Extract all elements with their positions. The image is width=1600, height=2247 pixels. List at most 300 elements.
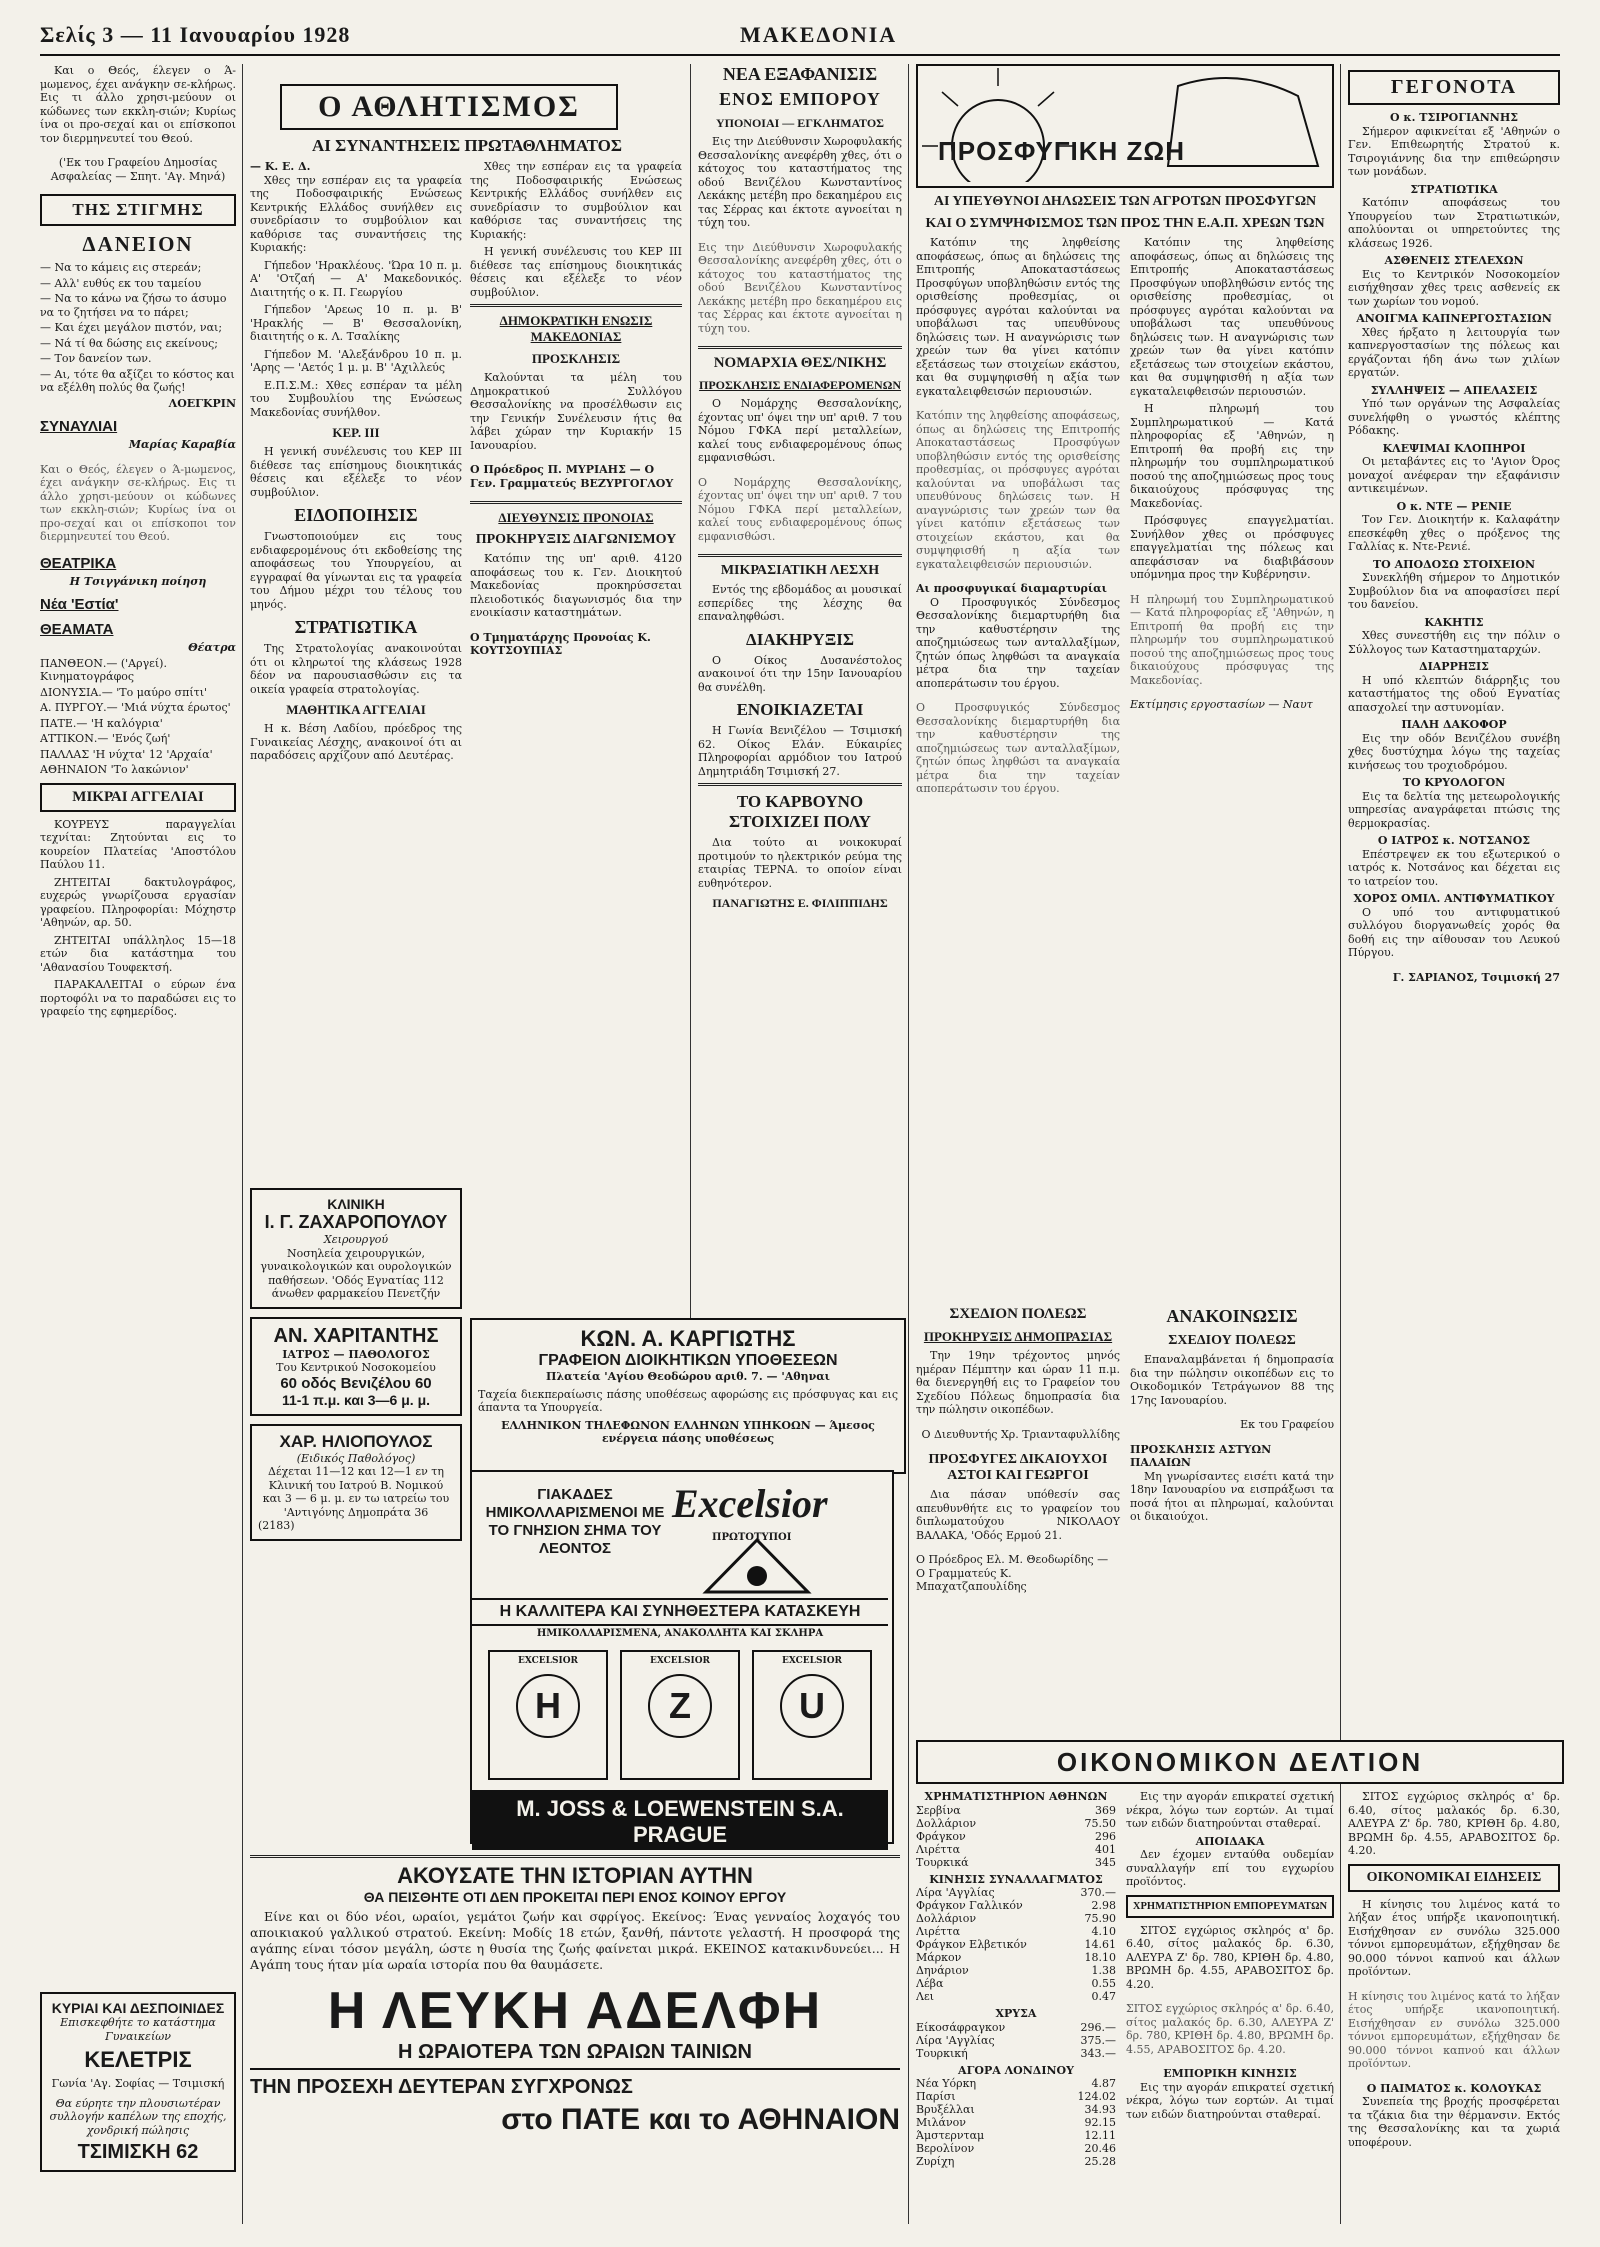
divider <box>470 501 682 504</box>
section-byline: Μαρίας Καραβία <box>128 438 236 451</box>
prosf-columns <box>916 236 1334 807</box>
london-val: 20.46 <box>1084 2142 1116 2155</box>
doctor-ad <box>250 1317 462 1416</box>
divider <box>698 346 902 349</box>
column-4-lower <box>916 1300 1334 1740</box>
democ-sign: Ο Πρόεδρος Π. ΜΥΡΙΑΗΣ — Ο Γεν. Γραμματεύς ΒΕΖΥΡΓΟΓΛΟΥ <box>470 463 674 490</box>
item-title: ΚΛΕΨΙΜΑΙ ΚΛΟΠΗΡΟΙ <box>1382 441 1526 455</box>
bourse-val: 345 <box>1095 1855 1116 1869</box>
gold-key: Λίρα 'Αγγλίας <box>916 2033 995 2047</box>
item-body: Τον Γεν. Διοικητήν κ. Καλαφάτην επεσκέφθη χθες ο πρόξενος της Γαλλίας κ. Ντε-Ρενιέ. <box>1348 513 1560 553</box>
match-item: Γήπεδον 'Ηρακλέους. 'Ώρα 10 π. μ. Α' 'Οτζαή — Α' Μακεδονικός. Διαιτητής ο κ. Π. Γεωργίου <box>250 258 462 299</box>
item-title: ΣΤΡΑΤΙΩΤΙΚΑ <box>1410 182 1498 196</box>
apoidaka-body: Δεν έχομεν ενταύθα ουδεμίαν συναλλαγήν επί του εγχωρίου προϊόντος. <box>1126 1848 1334 1888</box>
item-body: Εις τα δελτία της μετεωρολογικής υπηρεσίας αναγράφεται πτώσις της θερμοκρασίας. <box>1348 789 1560 830</box>
london-val: 25.28 <box>1084 2155 1116 2168</box>
diakir-body: Ο Οίκος Δυσανέστολος ανακοινοί ότι την 15ην Ιανουαρίου θα συνέλθη. <box>698 653 902 694</box>
body-text: Η γενική συνέλευσις του ΚΕΡ ΙΙΙ διέθεσε τας επίσημους διοικητικάς θέσεις και εξέλεξε το νέον συμβούλιον. <box>470 245 682 299</box>
athletics-columns <box>250 160 684 767</box>
masthead <box>40 18 1560 56</box>
tender-sign: Ο Τμηματάρχης Προνοίας Κ. ΚΟΥΤΣΟΥΠΙΑΣ <box>470 630 651 657</box>
section-title-theamata: ΘΕΑΜΑΤΑ <box>40 621 114 638</box>
item-body: Υπό των οργάνων της Ασφαλείας συνελήφθη ο γνωστός κλέπτης Ρόδακης. <box>1348 397 1560 437</box>
coal-body: Δια τούτο αι νοικοκυραί προτιμούν το ηλεκτρικόν ρεύμα της εταιρίας ΤΕΡΝΑ. το οποίον είναι ευθηνότερον. <box>698 836 902 890</box>
bourse-row <box>916 1817 1116 1830</box>
tender-body: Κατόπιν της υπ' αριθ. 4120 αποφάσεως του κ. Γεν. Διοικητού Μακεδονίας προκηρύσσεται πλειοδοτικός διαγωνισμός δια την ενοικίασιν καταστημάτων. <box>470 552 682 619</box>
london-val: 124.02 <box>1077 2090 1116 2103</box>
column-5-lower <box>1348 1790 1560 2230</box>
bourse-title: ΧΡΗΜΑΤΙΣΤΗΡΙΟΝ ΑΘΗΝΩΝ <box>924 1790 1108 1803</box>
prosf-ad-title: ΠΡΟΣΦΥΓΕΣ ΔΙΚΑΙΟΥΧΟΙ ΑΣΤΟΙ ΚΑΙ ΓΕΩΡΓΟΙ <box>928 1452 1108 1483</box>
classified-item: ΖΗΤΕΙΤΑΙ υπάλληλος 15—18 ετών δια κατάστημα του 'Αθανασίου Τουφεκτσή. <box>40 933 236 974</box>
item-title: ΑΣΘΕΝΕΙΣ ΣΤΕΛΕΧΩΝ <box>1384 254 1524 267</box>
lesxi-body: Εντός της εβδομάδος αι μουσικαί εσπερίδες της λέσχης θα επαναληφθώσι. <box>698 583 902 623</box>
skhedion-right <box>1130 1300 1334 1605</box>
item-title: Ο ΙΑΤΡΟΣ κ. ΝΟΤΣΑΝΟΣ <box>1377 834 1531 847</box>
london-key: Μιλάνον <box>916 2116 966 2129</box>
theatre-item: ΑΤΤΙΚΟΝ.— 'Ενός ζωή' <box>40 732 171 745</box>
economia-sign: Ο ΠΑΙΜΑΤΟΣ κ. ΚΟΛΟΥΚΑΣ <box>1366 2081 1542 2095</box>
collar-badges <box>488 1650 872 1780</box>
fx-row <box>916 1925 1116 1938</box>
item-title: Ο κ. ΤΣΙΡΟΓΙΑΝΝΗΣ <box>1389 111 1519 124</box>
theatre-item: ΠΑΛΛΑΣ 'Η νύχτα' 12 'Αρχαία' <box>40 747 213 761</box>
bourse-val: 401 <box>1095 1842 1116 1856</box>
body-text: Η πληρωμή του Συμπληρωματικού — Κατά πληροφορίας εξ 'Αθηνών, η Επιτροπή θα προβή εις την πληρωμήν του συμπληρωματικού ποσού της αποζημιώσεως προς τους δικαιούχους πρόσφυγας της Μακεδονίας. <box>1130 592 1334 687</box>
bourse-key: Δολλάριον <box>916 1816 977 1830</box>
prosf-headline-2: ΚΑΙ Ο ΣΥΜΨΗΦΙΣΜΟΣ ΤΩΝ ΠΡΟΣ ΤΗΝ Ε.Α.Π. ΧΡΕΩΝ ΤΩΝ <box>925 216 1325 231</box>
classified-item: ΠΑΡΑΚΑΛΕΙΤΑΙ ο εύρων ένα πορτοφόλι να το παραδώσει εις το γραφείο της εφημερίδος. <box>40 978 236 1018</box>
sub-body-2: Η πληρωμή του Συμπληρωματικού — Κατά πληροφορίας εξ 'Αθηνών, η Επιτροπή θα προβή εις την πληρωμήν του συμπληρωματικού ποσού της αποζημιώσεως προς τους δικαιούχους πρόσφυγας της Μακεδονίας. <box>1130 402 1334 510</box>
clinic-spec: Χειρουργού <box>323 1233 389 1246</box>
gold-row <box>916 2047 1116 2060</box>
london-key: Παρίσι <box>916 2090 956 2103</box>
divider <box>470 304 682 307</box>
poem-line: — Να το κάμεις εις στερεάν; <box>40 261 202 274</box>
body-text: Κατόπιν της ληφθείσης αποφάσεως, όπως αι δηλώσεις της Επιτροπής Αποκαταστάσεως Προσφύγων υποβληθώσιν εντός της ορισθείσης προθεσμίας, οι πρόσφυγες αγρόται καλούνται να υποβάλωσι τας υπευθύνους δηλώσεις των. Η αναγνώρισις των χρεών των θα γίνει κατόπιν εξετάσεως των στοιχείων εκάστου, και θα συμψηφισθή η αξία των εγκαταλειφθεισών περιουσιών. <box>916 409 1120 571</box>
economy-col-1 <box>916 1790 1116 2230</box>
tender-title: ΔΙΕΥΘΥΝΣΙΣ ΠΡΟΝΟΙΑΣ <box>498 510 654 525</box>
item-body: Εις την οδόν Βενιζέλου συνέβη χθες δυστύχημα λόγω της ταχείας κινήσεως του τροχιοδρόμου. <box>1348 731 1560 772</box>
prosfygiki-banner <box>916 64 1334 188</box>
item-title: ΔΙΑΡΡΗΞΙΣ <box>1419 660 1489 673</box>
athletics-left <box>250 160 462 767</box>
column-2 <box>250 64 684 1264</box>
item-title: ΣΥΛΛΗΨΕΙΣ — ΑΠΕΛΑΣΕΙΣ <box>1370 383 1538 397</box>
skhedion-left <box>916 1300 1120 1605</box>
collar-badge <box>620 1650 740 1780</box>
match-item: Γήπεδον 'Αρεως 10 π. μ. Β' 'Ηρακλής — Β' Θεσσαλονίκη, διαιτητής ο κ. Λ. Τσαλίκης <box>250 303 462 343</box>
london-val: 12.11 <box>1084 2129 1116 2142</box>
badge-letter: Z <box>648 1674 712 1738</box>
prosf-right <box>1130 236 1334 807</box>
doctor-address: 60 οδός Βενιζέλου 60 <box>280 1374 432 1392</box>
column-5 <box>1348 64 1560 1334</box>
prosf-ad-sign: Ο Πρόεδρος Ελ. Μ. Θεοδωρίδης — Ο Γραμματεύς Κ. Μπαχατζαπουλίδης <box>916 1553 1109 1593</box>
excelsior-proto: ΠΡΩΤΟΤΥΠΟΙ <box>712 1532 792 1543</box>
fx-row <box>916 1886 1116 1899</box>
column-rule <box>242 64 243 2224</box>
body-text: Εις την Διεύθυνσιν Χωροφυλακής Θεσσαλονίκης ανεφέρθη χθες, ότι ο κάτοχος του καταστήματος της οδού Βενιζέλου Κωνσταντίνος Λεκάκης μετέβη προ δεκαημέρου εις τας Σέρρας και έκτοτε αγνοείται η τύχη του. <box>698 240 902 335</box>
section-title-nea-estia: Νέα 'Εστία' <box>40 596 119 613</box>
doctor-body: Του Κεντρικού Νοσοκομείου <box>276 1361 436 1374</box>
london-key: Βρυξέλλαι <box>916 2103 975 2116</box>
fx-key: Λίρα 'Αγγλίας <box>916 1886 995 1899</box>
ad-line: Επισκεφθήτε το κατάστημα Γυναικείων <box>60 2016 216 2043</box>
bottom-body: Συνεπεία της βροχής προσφέρεται τα τζάκια δια την θέρμανσιν. Εκτός της Θεσσαλονίκης και τα χωριά υποφέρουν. <box>1348 2095 1560 2149</box>
quote-text: Και ο Θεός, έλεγεν ο Ά-μωμενος, έχει ανάγκην σε-κλήρως. Εις τι άλλο χρησι-μεύουν οι κώδωνες των εκκλη-σιών; Κυρίως ίνα οι προ-σεχαί και οι επίσκοποι τον διερμηνευτεί του Θεού. <box>40 64 236 145</box>
bourse-key: Σερβίνα <box>916 1803 961 1817</box>
match-item: Γήπεδον Μ. 'Αλεξάνδρου 10 π. μ. 'Αρης — 'Αετός 1 μ. μ. Β' 'Αχιλλεύς <box>250 347 462 374</box>
doctor2-body: Δέχεται 11—12 και 12—1 εν τη Κλινική του Ιατρού Β. Νομικού και 3 — 6 μ. μ. εν τω ιατρείω του 'Αντιγόνης Δημοπράτα 36 <box>262 1465 450 1519</box>
democ-sub: ΠΡΟΣΚΛΗΣΙΣ <box>531 351 621 366</box>
skhedion-sign: Ο Διευθυντής Χρ. Τριανταφυλλίδης <box>921 1427 1120 1441</box>
excelsior-tagline: Η ΚΑΛΛΙΤΕΡΑ ΚΑΙ ΣΥΝΗΘΕΣΤΕΡΑ ΚΑΤΑΣΚΕΥΗ <box>472 1598 888 1626</box>
fx-val: 14.61 <box>1084 1938 1116 1951</box>
london-title: ΑΓΟΡΑ ΛΟΝΔΙΝΟΥ <box>958 2063 1074 2077</box>
collar-badge <box>752 1650 872 1780</box>
military-body: Της Στρατολογίας ανακοινούται ότι οι κληρωτοί της κλάσεως 1928 δέον να παρουσιασθώσιν εις τα οικεία γραφεία στρατολογίας. <box>250 642 462 696</box>
choros-body: Ο υπό του αντιφυματικού συλλόγου διοργανωθείς χορός θα δοθή εις την αίθουσαν του Λευκού Πύργου. <box>1348 905 1560 959</box>
prosf-ad-body: Δια πάσαν υπόθεσίν σας απευθυνθήτε εις το γραφείον του διπλωματούχου ΝΙΚΟΛΑΟΥ ΒΑΛΑΚΑ, 'Οδός Ερμού 21. <box>916 1488 1120 1542</box>
gegonota-list <box>1348 111 1560 888</box>
item-body: Χθες συνεστήθη εις την πόλιν ο Σύλλογος των Καταστηματαρχών. <box>1348 629 1560 656</box>
body-text: ΣΙΤΟΣ εγχώριος σκληρός α' δρ. 6.40, σίτος μαλακός δρ. 6.30, ΑΛΕΥΡΑ Ζ' δρ. 780, ΚΡΙΘΗ δρ. 4.80, ΒΡΩΜΗ δρ. 4.55, ΑΡΑΒΟΣΙΤΟΣ δρ. 4.20. <box>1126 2002 1334 2056</box>
classified-item: ΖΗΤΕΙΤΑΙ δακτυλογράφος, ευχερώς γνωρίζουσα εργασίαν γραφείου. Πληροφορίαι: Μόχηστρ 'Αθηνών, αρ. 50. <box>40 875 236 929</box>
fx-key: Μάρκον <box>916 1951 962 1964</box>
poem-line: — Αλλ' ευθύς εκ του ταμείου <box>40 276 202 290</box>
cinema-tagline: Η ΩΡΑΙΟΤΕΡΑ ΤΩΝ ΩΡΑΙΩΝ ΤΑΙΝΙΩΝ <box>250 2041 900 2070</box>
cinema-head: ΑΚΟΥΣΑΤΕ ΤΗΝ ΙΣΤΟΡΙΑΝ ΑΥΤΗΝ <box>397 1863 753 1888</box>
fx-key: Φράγκον Ελβετικόν <box>916 1938 1027 1951</box>
gold-key: Είκοσάφραγκον <box>916 2020 1006 2034</box>
column-rule <box>908 64 909 2224</box>
kea-body: Χθες την εσπέραν εις τα γραφεία της Ποδοσφαιρικής Ενώσεως Κεντρικής Ελλάδος συνήλθεν εις συνεδρίασιν το συμβούλιον και καθόρισε τας συναντήσεις της Κυριακής: <box>250 173 462 254</box>
london-val: 92.15 <box>1084 2116 1116 2129</box>
body-text: Ο Προσφυγικός Σύνδεσμος Θεσσαλονίκης διεμαρτυρήθη δια την καθυστέρησιν της αποζημιώσεως των ανταλλαξίμων, ζητών όπως ληφθώσι τα αναγκαία μέτρα δια την ταχείαν αποπεράτωσιν του έργου. <box>916 701 1120 795</box>
prosf-sign: Εκτίμησις εργοστασίων — Ναυτ <box>1130 698 1313 711</box>
london-row <box>916 2129 1116 2142</box>
choros-title: ΧΟΡΟΣ ΟΜΙΛ. ΑΝΤΙΦΥΜΑΤΙΚΟΥ <box>1353 892 1555 905</box>
fx-title: ΚΙΝΗΣΙΣ ΣΥΝΑΛΛΑΓΜΑΤΟΣ <box>929 1872 1103 1886</box>
economy-title: ΟΙΚΟΝΟΜΙΚΟΝ ΔΕΛΤΙΟΝ <box>1056 1747 1424 1777</box>
badge-label: EXCELSIOR <box>649 1656 711 1666</box>
figure-icon <box>1168 78 1318 166</box>
theatre-item: ΠΑΤΕ.— 'Η καλόγρια' <box>40 716 163 730</box>
anak-title: ΑΝΑΚΟΙΝΩΣΙΣ <box>1166 1306 1298 1326</box>
athletics-subheader: ΑΙ ΣΥΝΑΝΤΗΣΕΙΣ ΠΡΩΤΑΘΛΗΜΑΤΟΣ <box>312 136 622 155</box>
clinic-ad <box>250 1188 462 1309</box>
clinic-title: ΚΛΙΝΙΚΗ <box>327 1196 385 1212</box>
democ-title: ΔΗΜΟΚΡΑΤΙΚΗ ΕΝΩΣΙΣ ΜΑΚΕΔΟΝΙΑΣ <box>499 313 653 344</box>
fx-val: 18.10 <box>1084 1951 1116 1964</box>
column-4 <box>916 64 1334 1484</box>
doctor-name: ΑΝ. ΧΑΡΙΤΑΝΤΗΣ <box>273 1324 439 1347</box>
sub-body: Ο Προσφυγικός Σύνδεσμος Θεσσαλονίκης διεμαρτυρήθη δια την καθυστέρησιν της αποζημιώσεως των ανταλλαξίμων, ζητών όπως ληφθώσι τα αναγκαία μέτρα δια την ταχείαν αποπεράτωσιν του έργου. <box>916 595 1120 690</box>
newspaper-name: ΜΑΚΕΔΟΝΙΑ <box>740 22 898 47</box>
bourse-key: Τουρκικά <box>916 1855 969 1869</box>
commodities-body: ΣΙΤΟΣ εγχώριος σκληρός α' δρ. 6.40, σίτος μαλακός δρ. 6.30, ΑΛΕΥΡΑ Ζ' δρ. 780, ΚΡΙΘΗ δρ. 4.80, ΒΡΩΜΗ δρ. 4.55, ΑΡΑΒΟΣΙΤΟΣ δρ. 4.20. <box>1126 1923 1334 1991</box>
item-title: ΑΝΟΙΓΜΑ ΚΑΠΝΕΡΓΟΣΤΑΣΙΩΝ <box>1356 312 1552 325</box>
theatre-item: ΑΘΗΝΑΙΟΝ 'Το λακώνιον' <box>40 763 189 776</box>
london-key: Βερολίνον <box>916 2142 975 2155</box>
bourse-key: Λιρέττα <box>916 1842 961 1856</box>
kargistis-name: ΚΩΝ. Α. ΚΑΡΓΙΩΤΗΣ <box>580 1326 796 1351</box>
bourse-val: 75.50 <box>1084 1816 1116 1830</box>
london-key: Ζυρίχη <box>916 2155 955 2168</box>
athletics-right <box>470 160 682 767</box>
news-body: Γνωστοποιούμεν εις τους ενδιαφερομένους ότι εκδοθείσης της αποφάσεως του Υπουργείου, αι εγγραφαί θα γίνωνται εις τα γραφεία του Δήμου μέχρι του τέλους του μηνός. <box>250 530 462 611</box>
emporiki-title: ΕΜΠΟΡΙΚΗ ΚΙΝΗΣΙΣ <box>1163 2067 1297 2080</box>
emporiki-body: Εις την αγοράν επικρατεί σχετική νέκρα, λόγω των εορτών. Αι τιμαί των ειδών διατηρούνται σταθεραί. <box>1126 2080 1334 2121</box>
body-text: Κατόπιν της ληφθείσης αποφάσεως, όπως αι δηλώσεις της Επιτροπής Αποκαταστάσεως Προσφύγων υποβληθώσιν εντός της ορισθείσης προθεσμίας, οι πρόσφυγες αγρόται καλούνται να υποβάλωσι τας υπευθύνους δηλώσεις των. Η αναγνώρισις των χρεών των θα γίνει κατόπιν εξετάσεως των στοιχείων εκάστου, και θα συμψηφισθή η αξία των εγκαταλειφθεισών περιουσιών. <box>1130 236 1334 398</box>
nea-header-1: ΝΕΑ ΕΞΑΦΑΝΙΣΙΣ <box>722 64 878 84</box>
excelsior-maker: M. JOSS & LOEWENSTEIN S.A. PRAGUE <box>472 1790 888 1854</box>
anak-sub: ΣΧΕΔΙΟΥ ΠΟΛΕΩΣ <box>1168 1333 1296 1348</box>
lion-triangle-icon <box>702 1536 812 1596</box>
divider <box>698 554 902 557</box>
bourse-row <box>916 1856 1116 1869</box>
item-body: Επέστρεψεν εκ του εξωτερικού ο ιατρός κ. Νοτσάνος και δέχεται εις το ιατρείον του. <box>1348 847 1560 888</box>
london-row <box>916 2103 1116 2116</box>
cinema-sub: ΘΑ ΠΕΙΣΘΗΤΕ ΟΤΙ ΔΕΝ ΠΡΟΚΕΙΤΑΙ ΠΕΡΙ ΕΝΟΣ ΚΟΙΝΟΥ ΕΡΓΟΥ <box>363 1889 787 1905</box>
students-title: ΜΑΘΗΤΙΚΑ ΑΓΓΕΛΙΑΙ <box>286 702 426 717</box>
badge-label: EXCELSIOR <box>517 1656 579 1666</box>
fx-row <box>916 1977 1116 1990</box>
clinic-body: Νοσηλεία χειρουργικών, γυναικολογικών και ουρολογικών παθήσεων. 'Οδός Εγνατίας 112 άνωθεν φαρμακείου Πενετζήν <box>260 1246 452 1300</box>
item-body: Σήμερον αφικνείται εξ 'Αθηνών ο Γεν. Επιθεωρητής Στρατού κ. Τσιρογιάννης δια την επιθεώρησιν των μονάδων. <box>1348 124 1560 178</box>
fx-row <box>916 1899 1116 1912</box>
section-title-synavliai: ΣΥΝΑΥΛΙΑΙ <box>40 418 118 435</box>
theatre-list <box>40 657 236 777</box>
doctor-hours: 11-1 π.μ. και 3—6 μ. μ. <box>281 1391 431 1408</box>
prosf-left <box>916 236 1120 807</box>
nea-body: Εις την Διεύθυνσιν Χωροφυλακής Θεσσαλονίκης ανεφέρθη χθες, ότι ο κάτοχος του καταστήματος της οδού Βενιζέλου Κωνσταντίνος Λεκάκης μετέβη προ δεκαημέρου εις τας Σέρρας και έκτοτε αγνοείται η τύχη του. <box>698 135 902 229</box>
theatre-item: Α. ΠΥΡΓΟΥ.— 'Μιά νύχτα έρωτος' <box>40 701 231 714</box>
body-text: ΣΙΤΟΣ εγχώριος σκληρός α' δρ. 6.40, σίτος μαλακός δρ. 6.30, ΑΛΕΥΡΑ Ζ' δρ. 780, ΚΡΙΘΗ δρ. 4.80, ΒΡΩΜΗ δρ. 4.55, ΑΡΑΒΟΣΙΤΟΣ δρ. 4.20. <box>1348 1790 1560 1857</box>
tender-sub: ΠΡΟΚΗΡΥΞΙΣ ΔΙΑΓΩΝΙΣΜΟΥ <box>475 532 677 547</box>
skhedion-title: ΣΧΕΔΙΟΝ ΠΟΛΕΩΣ <box>949 1306 1087 1322</box>
bourse-row <box>916 1843 1116 1856</box>
coal-sign: ΠΑΝΑΓΙΩΤΗΣ Ε. ΦΙΛΙΠΠΙΔΗΣ <box>712 896 888 910</box>
gegonota-header: ΓΕΓΟΝΟΤΑ <box>1348 70 1560 105</box>
section-title-classifieds: ΜΙΚΡΑΙ ΑΓΓΕΛΙΑΙ <box>40 783 236 812</box>
anak-body: Επαναλαμβάνεται ή δημοπρασία δια την πώλησιν οικοπέδων εις το Οικοδομικόν Τετράγωνον 88 της 17ης Ιανουαρίου. <box>1130 1353 1334 1407</box>
item-title: ΚΑΚΗΤΙΣ <box>1424 615 1484 629</box>
body-text: Η κίνησις του λιμένος κατά το λήξαν έτος υπήρξε ικανοποιητική. Εισήχθησαν εν συνόλω 325.000 τόννοι εμπορευμάτων, εξήχθησαν δε 90.000 τόννοι καπνού και άλλων προϊόντων. <box>1348 1989 1560 2070</box>
section-title-theatrika: ΘΕΑΤΡΙΚΑ <box>40 554 117 572</box>
democ-body: Καλούνται τα μέλη του Δημοκρατικού Συλλόγου Θεσσαλονίκης να προσέλθωσιν εις την Γενικήν Συνέλευσιν ήτις θα λάβει χώραν την Κυριακήν 15 Ιανουαρίου. <box>470 371 682 452</box>
column-3 <box>698 64 902 1264</box>
quote-source: ('Εκ του Γραφείου Δημοσίας Ασφαλείας — Σπητ. 'Αγ. Μηνά) <box>50 156 226 183</box>
skhedion-sub: ΠΡΟΚΗΡΥΞΙΣ ΔΗΜΟΠΡΑΣΙΑΣ <box>923 1329 1113 1344</box>
body-text: Χθες την εσπέραν εις τα γραφεία της Ποδοσφαιρικής Ενώσεως Κεντρικής Ελλάδος συνήλθεν εις συνεδρίασιν το συμβούλιον και καθόρισε τας συναντήσεις της Κυριακής: <box>470 160 682 241</box>
gold-val: 375.— <box>1080 2033 1116 2047</box>
london-key: Άμστερνταμ <box>916 2129 985 2142</box>
kargistis-body: Ταχεία διεκπεραίωσις πάσης υποθέσεως αφορώσης εις πρόσφυγας και εις άπαντα τα Υπουργεία. <box>478 1387 898 1414</box>
fx-val: 1.38 <box>1091 1964 1116 1977</box>
divider <box>698 783 902 786</box>
nea-header-2: ΕΝΟΣ ΕΜΠΟΡΟΥ <box>719 89 881 109</box>
fx-val: 4.10 <box>1091 1925 1116 1938</box>
fx-key: Λέβα <box>916 1977 944 1990</box>
london-row <box>916 2142 1116 2155</box>
stigmis-title: ΤΗΣ ΣΤΙΓΜΗΣ <box>40 194 236 226</box>
ad-body: Θα εύρητε την πλουσιωτέραν συλλογήν καπέλων της εποχής, χονδρική πώλησις <box>49 2096 227 2137</box>
kargistis-footer: ΕΛΛΗΝΙΚΟΝ ΤΗΛΕΦΩΝΟΝ ΕΛΛΗΝΩΝ ΥΠΗΚΟΩΝ — Άμεσος ενέργεια πάσης υποθέσεως <box>501 1418 875 1445</box>
bourse-row <box>916 1830 1116 1843</box>
banner-title: ΠΡΟΣΦΥΓΙΚΗ ΖΩΗ <box>938 136 1186 166</box>
gold-row <box>916 2034 1116 2047</box>
poem-line: — Νά τί θα δώσης εις εκείνους; <box>40 336 218 350</box>
economia-title: ΟΙΚΟΝΟΜΙΚΑΙ ΕΙΔΗΣΕΙΣ <box>1348 1864 1560 1892</box>
gold-val: 296.— <box>1080 2020 1116 2034</box>
column-rule <box>1340 64 1341 2224</box>
fx-row <box>916 1990 1116 2003</box>
poem <box>40 261 236 395</box>
poem-line: — Αι, τότε θα αξίζει το κόστος και να εξέλθη πολύς θα ζωής! <box>40 367 235 394</box>
body-text: Και ο Θεός, έλεγεν ο Ά-μωμενος, έχει ανάγκην σε-κλήρως. Εις τι άλλο χρησι-μεύουν οι κώδωνες των εκκλη-σιών; Κυρίως ίνα οι προ-σεχαί και οι επίσκοποι τον διερμηνευτεί του Θεού. <box>40 462 236 543</box>
bourse-key: Φράγκον <box>916 1829 966 1843</box>
london-val: 34.93 <box>1084 2103 1116 2116</box>
item-body: Κατόπιν αποφάσεως του Υπουργείου των Στρατιωτικών, απολύονται οι υπηρετούντες της κλάσεως 1926. <box>1348 196 1560 250</box>
london-row <box>916 2077 1116 2090</box>
section-byline: Θέατρα <box>188 641 236 654</box>
daneion-title: ΔΑΝΕΙΟΝ <box>82 232 194 256</box>
nomarchy-title: ΝΟΜΑΡΧΙΑ ΘΕΣ/ΝΙΚΗΣ <box>713 355 887 371</box>
prosk-body: Μη γνωρίσαντες εισέτι κατά την 18ην Ιανουαρίου να εισπράξωσι τα ποσά ήτοι αι πληρωμαί, καλούνται οι δικαιούχοι. <box>1130 1469 1334 1523</box>
body-text: Ο Νομάρχης Θεσσαλονίκης, έχοντας υπ' όψει την υπ' αριθ. 7 του Νόμου ΓΦΚΑ περί μεταλλείων, καλεί τους ενδιαφερομένους όπως εμφανισθώσι. <box>698 475 902 543</box>
prosk-title: ΠΡΟΣΚΛΗΣΙΣ ΑΣΤΥΩΝ ΠΑΛΑΙΩΝ <box>1130 1442 1272 1469</box>
london-key: Νέα Υόρκη <box>916 2077 977 2090</box>
column-1 <box>40 64 236 2224</box>
item-title: Ο κ. ΝΤΕ — ΡΕΝΙΕ <box>1396 499 1512 513</box>
ad-name: ΚΕΛΕΤΡΙΣ <box>84 2047 192 2072</box>
doctor2-spec: (Ειδικός Παθολόγος) <box>296 1451 416 1465</box>
cinema-body: Είνε και οι δύο νέοι, ωραίοι, γεμάτοι ζωήν και σφρίγος. Εκείνος: Ένας γενναίος λοχαγός του αποικιακού γαλλικού στρατού. Εκείνη: Μοδίς 18 ετών, ξανθή, πάντοτε γελαστή. Η προσφορά της αγάπης είναι τόσον μεγάλη, ώστε η θυσία της ζωής φαίνεται μικρά. ΕΚΕΙΝΟΣ κατακινδυνεύει... Η Αγάπη τους ήταν μία ωραία ιστορία που θα θαυμάσετε. <box>250 1909 900 1972</box>
theatre-item: ΠΑΝΘΕΟΝ.— ('Αργεί). Κινηματογράφος <box>40 656 167 683</box>
poem-line: — Να το κάνω να ζήσω το άσυμο να το ζητήσει να το πάρει; <box>40 292 227 319</box>
gold-val: 343.— <box>1080 2046 1116 2060</box>
collar-badge <box>488 1650 608 1780</box>
bourse-val: 369 <box>1095 1803 1116 1817</box>
divider <box>250 1855 900 1858</box>
item-body: Οι μεταβάντες εις το 'Αγιον Όρος μοναχοί ανέφεραν την εξαφάνισιν αντικειμένων. <box>1348 455 1560 495</box>
fx-row <box>916 1912 1116 1925</box>
economy-col-2 <box>1126 1790 1334 2230</box>
sub-title: Αι προσφυγικαί διαμαρτυρίαι <box>916 582 1107 595</box>
kargistis-title: ΓΡΑΦΕΙΟΝ ΔΙΟΙΚΗΤΙΚΩΝ ΥΠΟΘΕΣΕΩΝ <box>538 1352 838 1369</box>
fx-row <box>916 1951 1116 1964</box>
london-val: 4.87 <box>1091 2077 1116 2090</box>
kargistis-address: Πλατεία 'Αγίου Θεοδώρου αριθ. 7. — 'Αθηναι <box>546 1370 830 1383</box>
fx-row <box>916 1964 1116 1977</box>
classified-item: ΚΟΥΡΕΥΣ παραγγελίαι τεχνίται: Ζητούνται εις το κουρείον Πλατείας 'Αποστόλου Παύλου 11. <box>40 817 236 871</box>
diakir-title: ΔΙΑΚΗΡΥΞΙΣ <box>746 629 854 649</box>
cinema-venue: στο ΠΑΤΕ και το ΑΘΗΝΑΙΟΝ <box>501 2103 900 2136</box>
excelsior-ad <box>470 1470 894 1847</box>
fx-key: Φράγκον Γαλλικόν <box>916 1899 1023 1912</box>
athletics-header: Ο ΑΘΛΗΤΙΣΜΟΣ <box>280 84 618 130</box>
doctor-ad-2 <box>250 1424 462 1541</box>
gold-key: Τουρκική <box>916 2046 968 2060</box>
item-body: Συνεκλήθη σήμερον το Δημοτικόν Συμβούλιον δια να αποφασίσει περί του δανείου. <box>1348 571 1560 611</box>
prosf-body: Κατόπιν της ληφθείσης αποφάσεως, όπως αι δηλώσεις της Επιτροπής Αποκαταστάσεως Προσφύγων υποβληθώσιν εντός της ορισθείσης προθεσμίας, οι πρόσφυγες αγρόται καλούνται να υποβάλωσι τας υπευθύνους δηλώσεις των. Η αναγνώρισις των χρεών των θα γίνει κατόπιν εξετάσεως των στοιχείων εκάστου, και θα συμψηφισθή η αξία των εγκαταλειφθεισών περιουσιών. <box>916 236 1120 398</box>
nea-header-3: ΥΠΟΝΟΙΑΙ — ΕΓΚΛΗΜΑΤΟΣ <box>715 116 885 130</box>
rent-body: Η Γωνία Βενιζέλου — Τσιμισκή 62. Οίκος Ελάν. Εύκαιρίες Πληροφορίαι αρμόδιον του Ιατρού Δημητριάδη Τσιμισκή 27. <box>698 724 902 778</box>
economy-header-box <box>916 1740 1564 1784</box>
poem-line: — Τον δανείον των. <box>40 352 152 365</box>
badge-label: EXCELSIOR <box>781 1656 843 1666</box>
skhedion-columns <box>916 1300 1334 1605</box>
item-title: ΠΑΛΗ ΔΑΚΟΦΟΡ <box>1401 718 1507 731</box>
cinema-bottom: ΤΗΝ ΠΡΟΣΕΧΗ ΔΕΥΤΕΡΑΝ ΣΥΓΧΡΟΝΩΣ <box>250 2076 633 2098</box>
fx-val: 370.— <box>1080 1886 1116 1899</box>
gold-row <box>916 2021 1116 2034</box>
prosf-headline-1: ΑΙ ΥΠΕΥΘΥΝΟΙ ΔΗΛΩΣΕΙΣ ΤΩΝ ΑΓΡΟΤΩΝ ΠΡΟΣΦΥΓΩΝ <box>933 194 1317 209</box>
gold-title: ΧΡΥΣΑ <box>995 2007 1037 2020</box>
ad-title: ΚΥΡΙΑΙ ΚΑΙ ΔΕΣΠΟΙΝΙΔΕΣ <box>51 2000 225 2016</box>
match-item: Ε.Π.Σ.Μ.: Χθες εσπέραν τα μέλη του Συμβουλίου της Ενώσεως Μακεδονίας συνήλθον. <box>250 378 462 419</box>
choros-sign: Γ. ΣΑΡΙΑΝΟΣ, Τσιμισκή 27 <box>1392 970 1560 984</box>
doctor2-name: ΧΑΡ. ΗΛΙΟΠΟΥΛΟΣ <box>279 1431 433 1451</box>
excelsior-brand: Excelsior <box>672 1481 828 1526</box>
fx-row <box>916 1938 1116 1951</box>
fx-val: 0.47 <box>1091 1990 1116 2003</box>
bourse-row <box>916 1804 1116 1817</box>
rent-title: ΕΝΟΙΚΙΑΖΕΤΑΙ <box>736 700 864 719</box>
excelsior-left-text: ΓΙΑΚΑΔΕΣ ΗΜΙΚΟΛΛΑΡΙΣΜΕΝΟΙ ΜΕ ΤΟ ΓΝΗΣΙΟΝ ΣΗΜΑ ΤΟΥ ΛΕΟΝΤΟΣ <box>485 1486 665 1557</box>
doctor-spec: ΙΑΤΡΟΣ — ΠΑΘΟΛΟΓΟΣ <box>282 1347 430 1361</box>
issue-date: Σελίς 3 — 11 Ιανουαρίου 1928 <box>40 22 351 47</box>
body-text: Εις την αγοράν επικρατεί σχετική νέκρα, λόγω των εορτών. Αι τιμαί των ειδών διατηρούνται σταθεραί. <box>1126 1790 1334 1830</box>
lesxi-title: ΜΙΚΡΑΣΙΑΤΙΚΗ ΛΕΣΧΗ <box>720 563 880 578</box>
nomarchy-body: Ο Νομάρχης Θεσσαλονίκης, έχοντας υπ' όψει την υπ' αριθ. 7 του Νόμου ΓΦΚΑ περί μεταλλείων, καλεί τους ενδιαφερομένους όπως εμφανισθώσι. <box>698 397 902 464</box>
students-body: Η κ. Βέση Λαδίου, πρόεδρος της Γυναικείας Λέσχης, ανακοινοί ότι αι παραδόσεις αρχίζουν από Δευτέρας. <box>250 722 462 762</box>
excelsior-tagline-2: ΗΜΙΚΟΛΛΑΡΙΣΜΕΝΑ, ΑΝΑΚΟΛΛΗΤΑ ΚΑΙ ΣΚΛΗΡΑ <box>536 1628 824 1639</box>
london-row <box>916 2090 1116 2103</box>
item-body: Η υπό κλεπτών διάρρηξις του καταστήματος της οδού Εγνατίας απασχολεί την αστυνομίαν. <box>1348 673 1560 714</box>
coal-title: ΤΟ ΚΑΡΒΟΥΝΟ ΣΤΟΙΧΙΖΕΙ ΠΟΛΥ <box>729 792 871 831</box>
item-body: Χθες ήρξατο η λειτουργία των καπνεργοστασίων της πόλεως και εργάζονται ήδη άνω των χιλίων εργατών. <box>1348 325 1560 379</box>
badge-letter: U <box>780 1674 844 1738</box>
fx-key: Δηνάριον <box>916 1964 969 1977</box>
london-row <box>916 2116 1116 2129</box>
kea-title: — Κ. Ε. Δ. <box>250 160 311 173</box>
commodities-title: ΧΡΗΜΑΤΙΣΤΗΡΙΟΝ ΕΜΠΟΡΕΥΜΑΤΩΝ <box>1126 1895 1334 1918</box>
item-title: ΤΟ ΑΠΟΔΟΣΩ ΣΤΟΙΧΕΙΟΝ <box>1372 557 1535 571</box>
badge-letter: H <box>516 1674 580 1738</box>
kargistis-ad <box>470 1318 906 1474</box>
skhedion-body: Την 19ην τρέχοντος μηνός ημέραν Πέμπτην και ώραν 11 π.μ. θα διενεργηθή εις το Γραφείον του Σχεδίου Πόλεως δημοπρασία δια την πώλησιν οικοπέδων. <box>916 1349 1120 1416</box>
clinic-name: Ι. Γ. ΖΑΧΑΡΟΠΟΥΛΟΥ <box>264 1212 448 1232</box>
fx-key: Δολλάριον <box>916 1912 977 1925</box>
ad-address: Γωνία 'Αγ. Σοφίας — Τσιμισκή <box>51 2077 225 2090</box>
nomarchy-sub: ΠΡΟΣΚΛΗΣΙΣ ΕΝΔΙΑΦΕΡΟΜΕΝΩΝ <box>698 378 901 392</box>
military-title: ΣΤΡΑΤΙΩΤΙΚΑ <box>294 617 418 637</box>
apoidaka-title: ΑΠΟΙΔΑΚΑ <box>1195 1834 1265 1848</box>
sub-body-3: Πρόσφυγες επαγγελματίαι. Συνήλθον χθες οι πρόσφυγες επαγγελματίαι της πόλεως και απεφάσισαν να διαβιβάσουν υπόμνημα προς την Κυβέρνησιν. <box>1130 514 1334 581</box>
item-title: ΤΟ ΚΡΥΟΛΟΓΟΝ <box>1402 776 1506 789</box>
fx-val: 0.55 <box>1091 1977 1116 1990</box>
poem-line: — Και έχει μεγάλον πιστόν, ναι; <box>40 321 223 334</box>
bourse-val: 296 <box>1095 1829 1116 1843</box>
doctor2-code: (2183) <box>258 1519 295 1532</box>
poem-signature: ΛΟΕΓΚΡΙΝ <box>168 396 236 410</box>
item-body: Εις το Κεντρικόν Νοσοκομείον εισήχθησαν χθες τρεις ασθενείς εκ των χωρίων του νομού. <box>1348 267 1560 308</box>
doctor-ads <box>250 1180 462 1720</box>
ker-body: Η γενική συνέλευσις του ΚΕΡ ΙΙΙ διέθεσε τας επίσημους διοικητικάς θέσεις και εξέλεξε το νέον συμβούλιον. <box>250 445 462 499</box>
